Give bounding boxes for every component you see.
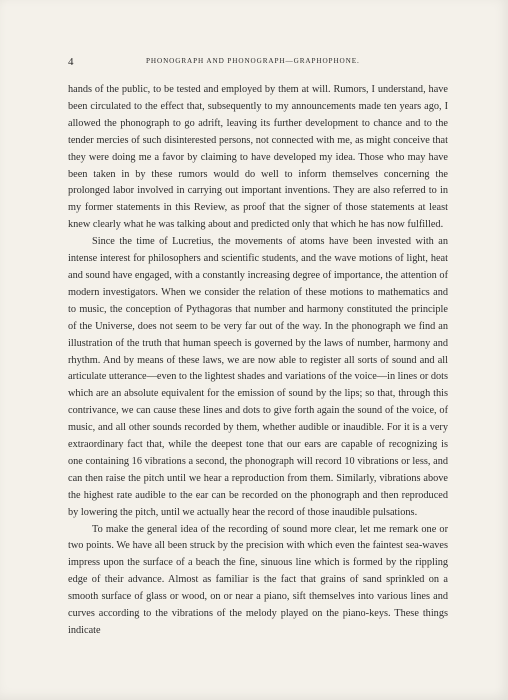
body-text [68,82,448,640]
paragraph-1: hands of the public, to be tested and employed by them at will. Rumors, I understand, have been circulated to the effect that, subsequently to my announcements made ten years ago, I allowed the phonograph to go adrift, leaving its further development to chance and to the tender mercies of such disinterested persons, not connected with me, as might conceive that they were doing me a favor by claiming to have developed my idea. Those who may have been taken in by these rumors would do well to inform themselves concerning the prolonged labor involved in carrying out important inventions. They are also referred to in my former statements in this Review, as proof that the signer of those statements at least knew clearly what he was talking about and predicted only that which he has now fulfilled. [68,84,448,231]
paragraph-3: To make the general idea of the recording of sound more clear, let me remark one or two points. We have all been struck by the precision with which even the faintest sea-waves impress upon the surface of a beach the fine, sinuous line which is formed by the rippling edge of their advance. Almost as familiar is the fact that grains of sand sprinkled on a smooth surface of glass or wood, on or near a piano, sift themselves into various lines and curves according to the vibrations of the melody played on the piano-keys. These things indicate [68,523,448,636]
page-number: 4 [68,56,74,68]
page-header [68,56,458,70]
running-head: PHONOGRAPH AND PHONOGRAPH—GRAPHOPHONE. [146,57,360,65]
paragraph-2: Since the time of Lucretius, the movements of atoms have been invested with an intense interest for philosophers and scientific students, and the wave motions of light, heat and sound have engaged, with a constantly increasing degree of importance, the attention of modern investigators. When we consider the relation of these motions to mathematics and to music, the conception of Pythagoras that number and harmony constituted the principle of the Universe, does not seem to be very far out of the way. In the phonograph we find an illustration of the truth that human speech is governed by the laws of number, harmony and rhythm. And by means of these laws, we are now able to register all sorts of sound and all articulate utterance—even to the lightest shades and variations of the voice—in lines or dots which are an absolute equivalent for the emission of sound by the lips; so that, through this contrivance, we can cause these lines and dots to give forth again the sound of the voice, of music, and all other sounds recorded by them, whether audible or inaudible. For it is a very extraordinary fact that, while the deepest tone that our ears are capable of recognizing is one containing 16 vibrations a second, the phonograph will record 10 vibrations or less, and can then raise the pitch until we hear a reproduction from them. Similarly, vibrations above the highest rate audible to the ear can be recorded on the phonograph and then reproduced by lowering the pitch, until we actually hear the record of those inaudible pulsations. [68,236,449,518]
